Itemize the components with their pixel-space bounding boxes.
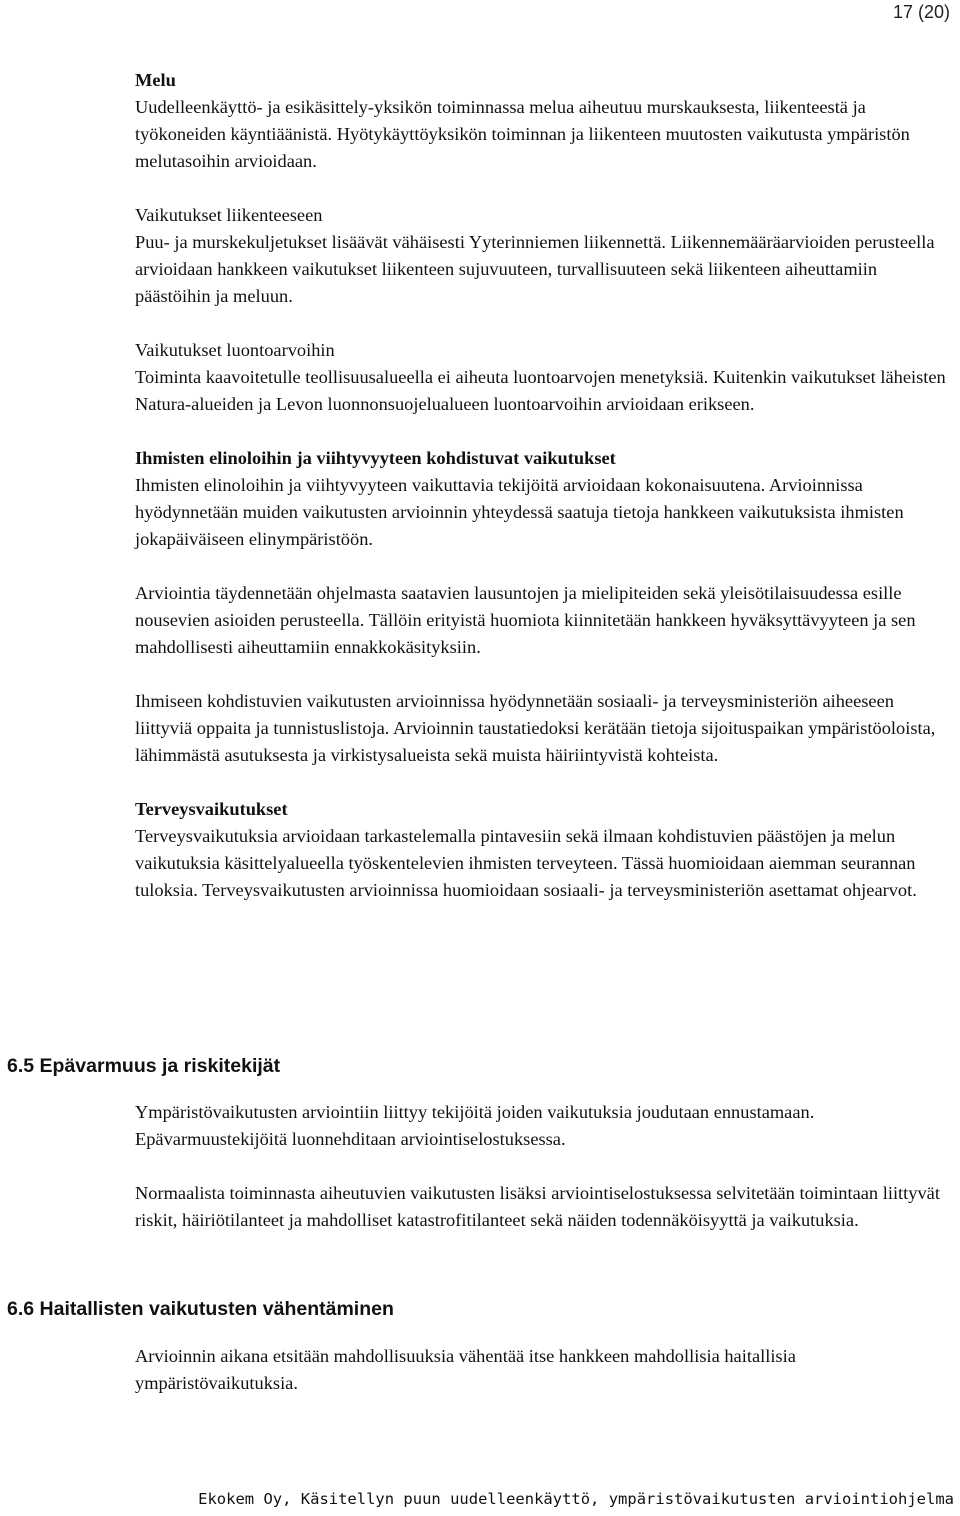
paragraph: Toiminta kaavoitetulle teollisuusalueella ei aiheuta luontoarvojen menetyksiä. Kuitenkin vaikutukset läheisten Natura-alueiden ja Levon luonnonsuojelualueen luontoarvoihin arvioidaan erikseen. xyxy=(135,367,946,414)
page-number: 17 (20) xyxy=(892,2,950,22)
paragraph: Puu- ja murskekuljetukset lisäävät vähäisesti Yyterinniemen liikennettä. Liikennemääräarvioiden perusteella arvioidaan hankkeen vaikutukset liikenteen sujuvuuteen, turvallisuuteen sekä liikenteen aiheuttamiin päästöihin ja meluun. xyxy=(135,232,935,306)
paragraph: Arvioinnin aikana etsitään mahdollisuuksia vähentää itse hankkeen mahdollisia haitallisia ympäristövaikutuksia. xyxy=(135,1346,796,1393)
section-6-5-body xyxy=(135,1099,950,1234)
subsection-heading: Ihmisten elinoloihin ja viihtyvyyteen kohdistuvat vaikutukset xyxy=(135,448,616,468)
subsection-heading: Vaikutukset luontoarvoihin xyxy=(135,340,335,360)
paragraph: Ihmisten elinoloihin ja viihtyvyyteen vaikuttavia tekijöitä arvioidaan kokonaisuutena. Arvioinnissa hyödynnetään muiden vaikutusten arvioinnin yhteydessä saatuja tietoja hankkeen vaikutuksista ihmisten jokapäiväiseen elinympäristöön. xyxy=(135,475,904,549)
subsection-luontoarvot xyxy=(135,337,950,418)
paragraph: Arviointia täydennetään ohjelmasta saatavien lausuntojen ja mielipiteiden sekä yleisötilaisuudessa esille nousevien asioiden perusteella. Tällöin erityistä huomiota kiinnitetään hankkeen hyväksyttävyyteen ja sen mahdollisesti aiheuttamiin ennakkokäsityksiin. xyxy=(135,583,916,657)
subsection-heading: Terveysvaikutukset xyxy=(135,799,288,819)
section-6-6-body xyxy=(135,1343,950,1397)
paragraph: Ihmiseen kohdistuvien vaikutusten arvioinnissa hyödynnetään sosiaali- ja terveysministeriön aiheeseen liittyviä oppaita ja tunnistuslistoja. Arvioinnin taustatiedoksi kerätään tietoja sijoituspaikan ympäristöoloista, lähimmästä asutuksesta ja virkistysalueista sekä muista häiriintyvistä kohteista. xyxy=(135,691,936,765)
paragraph: Uudelleenkäyttö- ja esikäsittely-yksikön toiminnassa melua aiheutuu murskauksesta, liikenteestä ja työkoneiden käyntiäänistä. Hyötykäyttöyksikön toiminnan ja liikenteen muutosten vaikutusta ympäristön melutasoihin arvioidaan. xyxy=(135,97,910,171)
subsection-liikenne xyxy=(135,202,950,310)
section-heading-6-6: 6.6 Haitallisten vaikutusten vähentäminen xyxy=(7,1298,394,1320)
main-content xyxy=(135,67,950,904)
footer-text: Ekokem Oy, Käsitellyn puun uudelleenkäyttö, ympäristövaikutusten arviointiohjelma xyxy=(198,1490,954,1508)
subsection-terveys xyxy=(135,796,950,904)
section-heading-6-5: 6.5 Epävarmuus ja riskitekijät xyxy=(7,1055,281,1077)
subsection-melu xyxy=(135,67,950,175)
paragraph: Normaalista toiminnasta aiheutuvien vaikutusten lisäksi arviointiselostuksessa selvitetään toimintaan liittyvät riskit, häiriötilanteet ja mahdolliset katastrofitilanteet sekä näiden todennäköisyyttä ja vaikutuksia. xyxy=(135,1183,940,1230)
paragraph: Ympäristövaikutusten arviointiin liittyy tekijöitä joiden vaikutuksia joudutaan ennustamaan. Epävarmuustekijöitä luonnehditaan arviointiselostuksessa. xyxy=(135,1102,815,1149)
footer xyxy=(0,1490,960,1508)
subsection-elinolot xyxy=(135,445,950,769)
subsection-heading: Melu xyxy=(135,70,176,90)
paragraph: Terveysvaikutuksia arvioidaan tarkastelemalla pintavesiin sekä ilmaan kohdistuvien päästöjen ja melun vaikutuksia käsittelyalueella työskentelevien ihmisten terveyteen. Tässä huomioidaan aiemman seurannan tuloksia. Terveysvaikutusten arvioinnissa huomioidaan sosiaali- ja terveysministeriön asettamat ohjearvot. xyxy=(135,826,917,900)
subsection-heading: Vaikutukset liikenteeseen xyxy=(135,205,323,225)
